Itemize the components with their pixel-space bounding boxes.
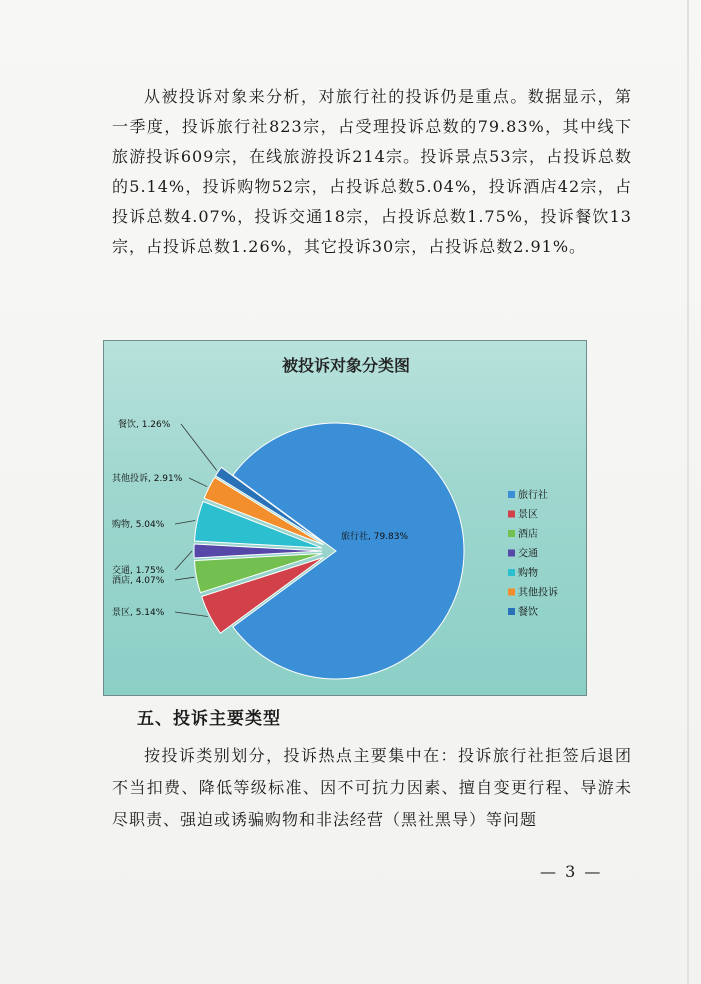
leader-line bbox=[181, 424, 217, 470]
page-number: — 3 — bbox=[540, 862, 603, 881]
leader-line bbox=[175, 551, 192, 570]
data-label-dining: 餐饮, 1.26% bbox=[118, 420, 171, 430]
legend-swatch bbox=[508, 550, 515, 557]
data-label-shopping: 购物, 5.04% bbox=[112, 520, 165, 530]
leader-line bbox=[175, 577, 194, 580]
legend-swatch bbox=[508, 608, 515, 615]
legend-swatch bbox=[508, 511, 515, 518]
legend-swatch bbox=[508, 491, 515, 498]
pie-chart-svg bbox=[104, 341, 588, 697]
data-label-hotel: 酒店, 4.07% bbox=[112, 576, 165, 586]
leader-line bbox=[175, 521, 195, 524]
legend-label: 酒店 bbox=[518, 529, 538, 540]
section-heading: 五、投诉主要类型 bbox=[137, 709, 281, 729]
leader-line bbox=[189, 478, 207, 487]
data-label-scenic: 景区, 5.14% bbox=[112, 608, 165, 618]
legend-label: 购物 bbox=[518, 568, 538, 579]
pie-chart bbox=[103, 340, 587, 696]
page-edge bbox=[687, 0, 689, 984]
complaint-types-paragraph: 按投诉类别划分，投诉热点主要集中在：投诉旅行社拒签后退团不当扣费、降低等级标准、因不可抗力因素、擅自变更行程、导游未尽职责、强迫或诱骗购物和非法经营（黑社黑导）等问题 bbox=[112, 746, 632, 829]
leader-line bbox=[175, 612, 208, 616]
chart-title: 被投诉对象分类图 bbox=[281, 356, 411, 375]
legend-label: 景区 bbox=[518, 509, 538, 521]
data-label-travel-agency: 旅行社, 79.83% bbox=[341, 532, 409, 542]
legend-label: 交通 bbox=[518, 548, 538, 560]
legend-label: 其他投诉 bbox=[518, 587, 558, 599]
data-label-other: 其他投诉, 2.91% bbox=[112, 474, 183, 484]
analysis-paragraph: 从被投诉对象来分析，对旅行社的投诉仍是重点。数据显示，第一季度，投诉旅行社823宗，占受理投诉总数的79.83%，其中线下旅游投诉609宗，在线旅游投诉214宗。投诉景点53宗，占投诉总数的5.14%，投诉购物52宗，占投诉总数5.04%，投诉酒店42宗，占投诉总数4.07%，投诉交通18宗，占投诉总数1.75%，投诉餐饮13宗，占投诉总数1.26%，其它投诉30宗，占投诉总数2.91%。 bbox=[112, 87, 632, 256]
legend-swatch bbox=[508, 569, 515, 576]
legend-label: 餐饮 bbox=[518, 607, 538, 618]
legend-swatch bbox=[508, 530, 515, 537]
legend-swatch bbox=[508, 589, 515, 596]
data-label-transport: 交通, 1.75% bbox=[112, 566, 165, 576]
legend-label: 旅行社 bbox=[518, 490, 548, 501]
